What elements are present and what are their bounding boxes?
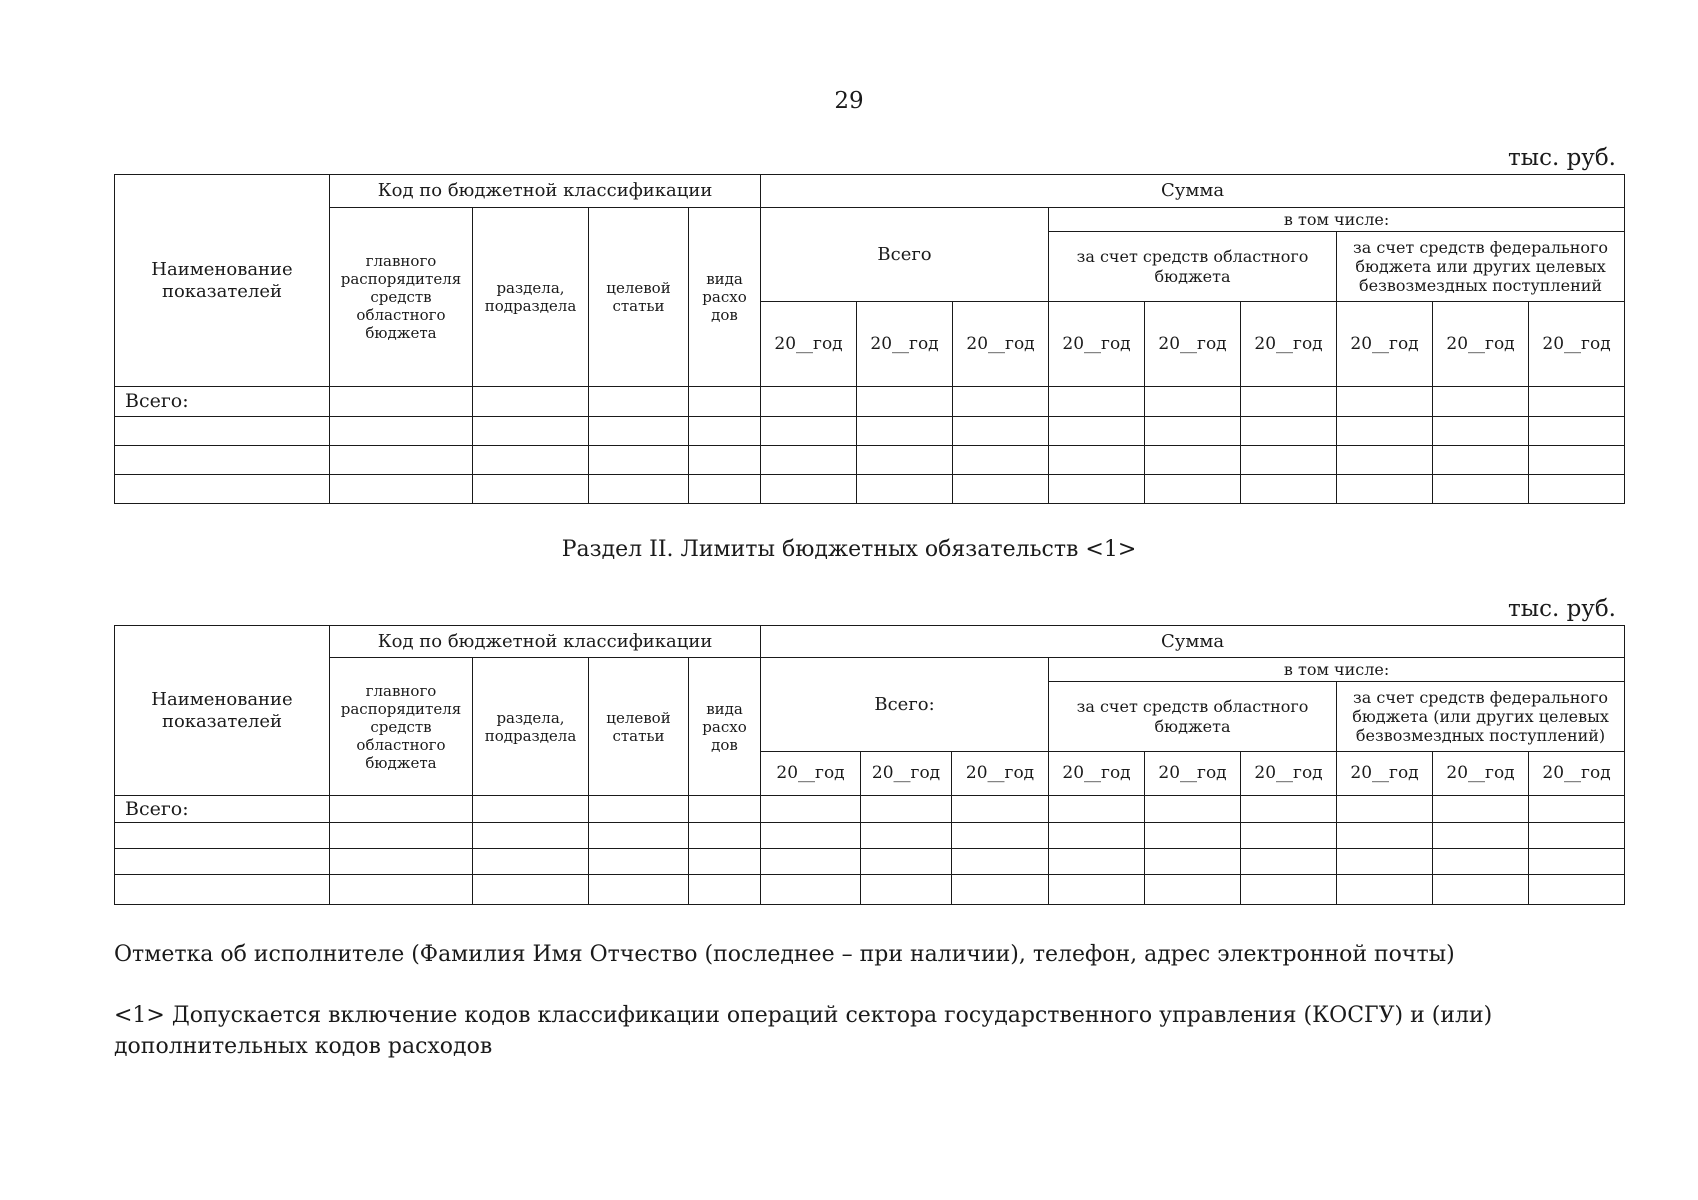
header-federal: за счет средств федерального бюджета (или других целевых безвозмездных поступлений)	[1337, 682, 1625, 752]
table-row	[115, 796, 1625, 823]
header-code-group: Код по бюджетной классификации	[330, 175, 761, 208]
table-row	[115, 417, 1625, 446]
header-code-expense-type: вида расхо дов	[689, 658, 761, 796]
header-sum-group: Сумма	[761, 626, 1625, 658]
year-cell: 20__год	[857, 302, 953, 387]
year-cell: 20__год	[1241, 752, 1337, 796]
executor-note: Отметка об исполнителе (Фамилия Имя Отчество (последнее – при наличии), телефон, адрес электронной почты)	[114, 942, 1455, 967]
header-including: в том числе:	[1049, 658, 1625, 682]
unit-label-2: тыс. руб.	[1508, 596, 1616, 622]
header-code-target: целевой статьи	[589, 208, 689, 387]
header-code-target: целевой статьи	[589, 658, 689, 796]
table-row	[115, 849, 1625, 875]
header-including: в том числе:	[1049, 208, 1625, 232]
year-cell: 20__год	[1145, 302, 1241, 387]
header-federal: за счет средств федерального бюджета или других целевых безвозмездных поступлений	[1337, 232, 1625, 302]
year-cell: 20__год	[1145, 752, 1241, 796]
year-cell: 20__год	[953, 302, 1049, 387]
unit-label-1: тыс. руб.	[1508, 145, 1616, 171]
header-total: Всего	[761, 208, 1049, 302]
header-code-main-manager: главного распорядителя средств областного бюджета	[330, 208, 473, 387]
year-cell: 20__год	[761, 752, 861, 796]
header-sum-group: Сумма	[761, 175, 1625, 208]
total-row-label: Всего:	[115, 387, 330, 417]
section-title: Раздел II. Лимиты бюджетных обязательств <1>	[561, 537, 1137, 562]
table-row	[115, 387, 1625, 417]
year-cell: 20__год	[1433, 302, 1529, 387]
header-code-main-manager: главного распорядителя средств областного бюджета	[330, 658, 473, 796]
year-cell: 20__год	[1337, 752, 1433, 796]
year-cell: 20__год	[1433, 752, 1529, 796]
header-total: Всего:	[761, 658, 1049, 752]
table-row	[115, 475, 1625, 504]
budget-table-1	[114, 174, 1625, 504]
header-name-col: Наименование показателей	[115, 175, 330, 387]
table-row	[115, 875, 1625, 905]
page-number: 29	[834, 88, 864, 114]
year-cell: 20__год	[861, 752, 952, 796]
header-code-expense-type: вида расхо дов	[689, 208, 761, 387]
year-cell: 20__год	[1337, 302, 1433, 387]
table-row	[115, 446, 1625, 475]
year-cell: 20__год	[1049, 752, 1145, 796]
header-code-section: раздела, подраздела	[473, 208, 589, 387]
header-code-group: Код по бюджетной классификации	[330, 626, 761, 658]
year-cell: 20__год	[1241, 302, 1337, 387]
header-regional: за счет средств областного бюджета	[1049, 682, 1337, 752]
year-cell: 20__год	[1529, 752, 1625, 796]
table-row	[115, 823, 1625, 849]
year-cell: 20__год	[1049, 302, 1145, 387]
year-cell: 20__год	[1529, 302, 1625, 387]
footnote: <1> Допускается включение кодов классификации операций сектора государственного управления (КОСГУ) и (или) дополнительных кодов расходов	[114, 1003, 1493, 1059]
year-cell: 20__год	[952, 752, 1049, 796]
total-row-label: Всего:	[115, 796, 330, 823]
year-cell: 20__год	[761, 302, 857, 387]
header-code-section: раздела, подраздела	[473, 658, 589, 796]
header-name-col: Наименование показателей	[115, 626, 330, 796]
budget-table-2	[114, 625, 1625, 905]
header-regional: за счет средств областного бюджета	[1049, 232, 1337, 302]
